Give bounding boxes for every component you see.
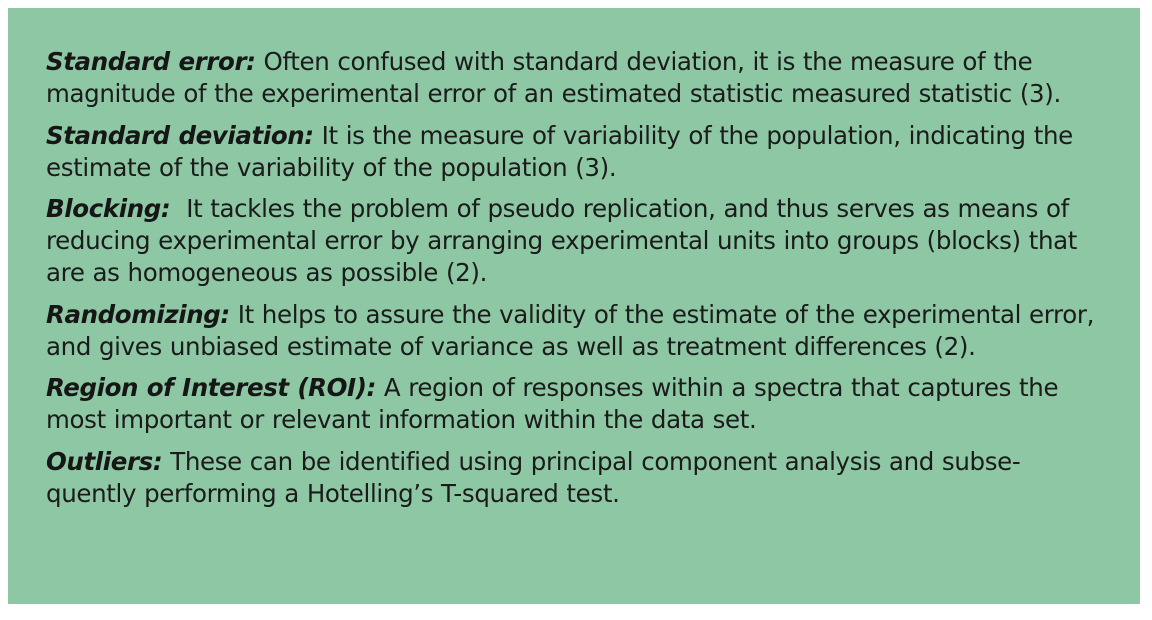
glossary-entry-standard-deviation [46, 120, 1110, 184]
glossary-entry-roi [46, 372, 1110, 436]
glossary-entry-standard-error [46, 46, 1110, 110]
glossary-box [8, 8, 1140, 604]
term-label: Blocking: [46, 194, 171, 223]
glossary-entry-outliers [46, 446, 1110, 510]
term-definition: A region of responses within a spectra that captures the most important or relevant information within the data set. [46, 373, 1059, 434]
glossary-entry-randomizing [46, 299, 1110, 363]
glossary-entry-blocking [46, 193, 1110, 289]
term-definition: These can be identified using principal component analysis and subse-quently performing a Hotelling’s T-squared test. [46, 446, 1021, 508]
term-label: Standard error: [46, 47, 256, 76]
term-definition: It is the measure of variability of the population, indicating the estimate of the variability of the population (3). [46, 120, 1073, 182]
term-definition: Often confused with standard deviation, it is the measure of the magnitude of the experimental error of an estimated statistic measured statistic (3). [46, 47, 1061, 108]
term-label: Standard deviation: [46, 120, 314, 150]
term-label: Outliers: [46, 446, 163, 476]
term-label: Region of Interest (ROI): [46, 373, 376, 402]
term-definition: It helps to assure the validity of the estimate of the experimental error, and gives unbiased estimate of variance as well as treatment differences (2). [46, 299, 1095, 361]
term-label: Randomizing: [46, 299, 230, 329]
term-definition: It tackles the problem of pseudo replication, and thus serves as means of reducing experimental error by arranging experimental units into groups (blocks) that are as homogeneous as possible (2). [46, 194, 1078, 287]
